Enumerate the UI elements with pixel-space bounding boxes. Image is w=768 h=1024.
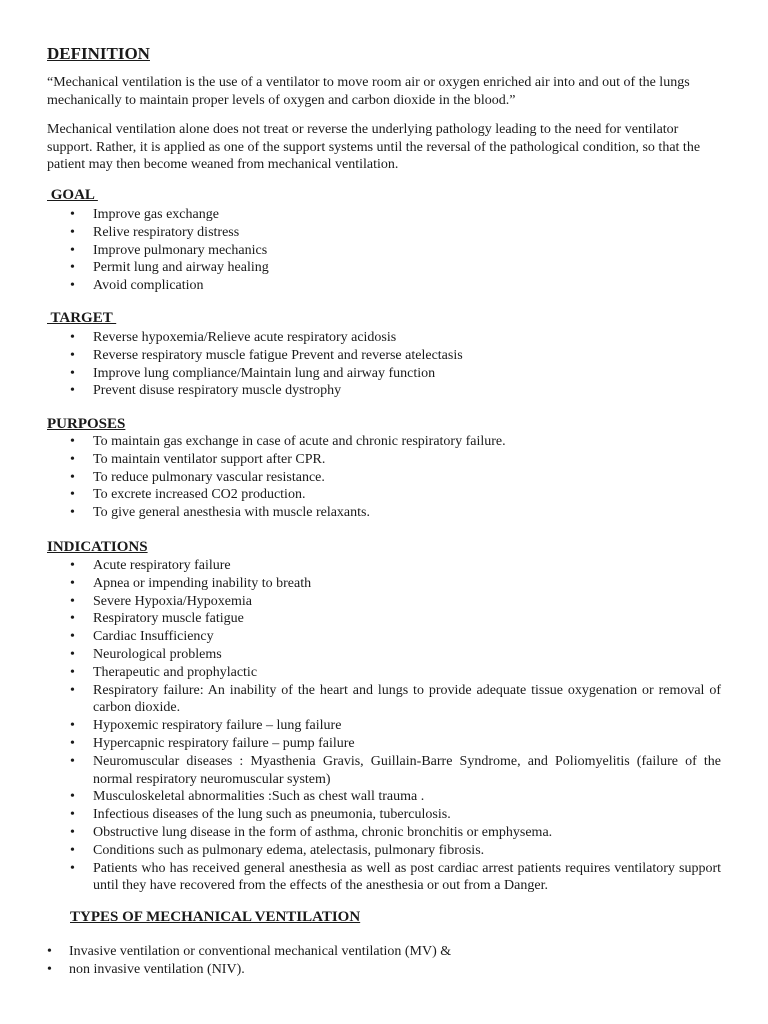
definition-quote: “Mechanical ventilation is the use of a ventilator to move room air or oxygen enriched air into and out of the lungs mechanically to maintain proper levels of oxygen and carbon dioxide in the blood.” (47, 75, 690, 108)
list-item: • Prevent disuse respiratory muscle dystrophy (70, 382, 721, 400)
list-item: • Improve lung compliance/Maintain lung and airway function (70, 365, 721, 383)
target-heading: TARGET (47, 310, 117, 326)
indications-heading: INDICATIONS (47, 539, 148, 555)
types-list (47, 943, 721, 979)
types-heading: TYPES OF MECHANICAL VENTILATION (70, 909, 361, 925)
list-item: • Apnea or impending inability to breath (70, 575, 721, 593)
goal-list (70, 206, 721, 295)
list-item: • Respiratory muscle fatigue (70, 610, 721, 628)
purposes-heading: PURPOSES (47, 416, 126, 432)
list-item: • Permit lung and airway healing (70, 259, 721, 277)
purposes-list (70, 433, 721, 522)
list-item: • Invasive ventilation or conventional mechanical ventilation (MV) & (47, 943, 721, 961)
list-item: • Improve gas exchange (70, 206, 721, 224)
list-item: • non invasive ventilation (NIV). (47, 961, 721, 979)
list-item: • Relive respiratory distress (70, 224, 721, 242)
list-item: • Severe Hypoxia/Hypoxemia (70, 593, 721, 611)
list-item: • Cardiac Insufficiency (70, 628, 721, 646)
list-item: • Improve pulmonary mechanics (70, 242, 721, 260)
list-item: • Conditions such as pulmonary edema, atelectasis, pulmonary fibrosis. (70, 842, 721, 860)
list-item: • To reduce pulmonary vascular resistance. (70, 469, 721, 487)
list-item: • Hypercapnic respiratory failure – pump failure (70, 735, 721, 753)
list-item: • Therapeutic and prophylactic (70, 664, 721, 682)
list-item: • To give general anesthesia with muscle relaxants. (70, 504, 721, 522)
list-item: • Musculoskeletal abnormalities :Such as chest wall trauma . (70, 788, 721, 806)
list-item: • Reverse hypoxemia/Relieve acute respiratory acidosis (70, 329, 721, 347)
goal-heading: GOAL (47, 187, 98, 203)
list-item: • To maintain gas exchange in case of acute and chronic respiratory failure. (70, 433, 721, 451)
list-item: • Avoid complication (70, 277, 721, 295)
indications-list (70, 557, 721, 895)
target-list (70, 329, 721, 400)
list-item: • Patients who has received general anesthesia as well as post cardiac arrest patients requires ventilatory support until they have recovered from the effects of the anesthesia or out from a Danger. (70, 860, 721, 896)
list-item: • Neuromuscular diseases : Myasthenia Gravis, Guillain-Barre Syndrome, and Poliomyelitis (failure of the normal respiratory neuromuscular system) (70, 753, 721, 789)
list-item: • Acute respiratory failure (70, 557, 721, 575)
list-item: • To maintain ventilator support after CPR. (70, 451, 721, 469)
list-item: • Infectious diseases of the lung such as pneumonia, tuberculosis. (70, 806, 721, 824)
definition-heading: DEFINITION (47, 44, 150, 63)
list-item: • To excrete increased CO2 production. (70, 486, 721, 504)
definition-paragraph: Mechanical ventilation alone does not treat or reverse the underlying pathology leading to the need for ventilator support. Rather, it is applied as one of the support systems until the reversal of the pathological condition, so that the patient may then become weaned from mechanical ventilation. (47, 122, 701, 172)
list-item: • Obstructive lung disease in the form of asthma, chronic bronchitis or emphysema. (70, 824, 721, 842)
list-item: • Neurological problems (70, 646, 721, 664)
list-item: • Hypoxemic respiratory failure – lung failure (70, 717, 721, 735)
list-item: • Respiratory failure: An inability of the heart and lungs to provide adequate tissue oxygenation or removal of carbon dioxide. (70, 682, 721, 718)
list-item: • Reverse respiratory muscle fatigue Prevent and reverse atelectasis (70, 347, 721, 365)
